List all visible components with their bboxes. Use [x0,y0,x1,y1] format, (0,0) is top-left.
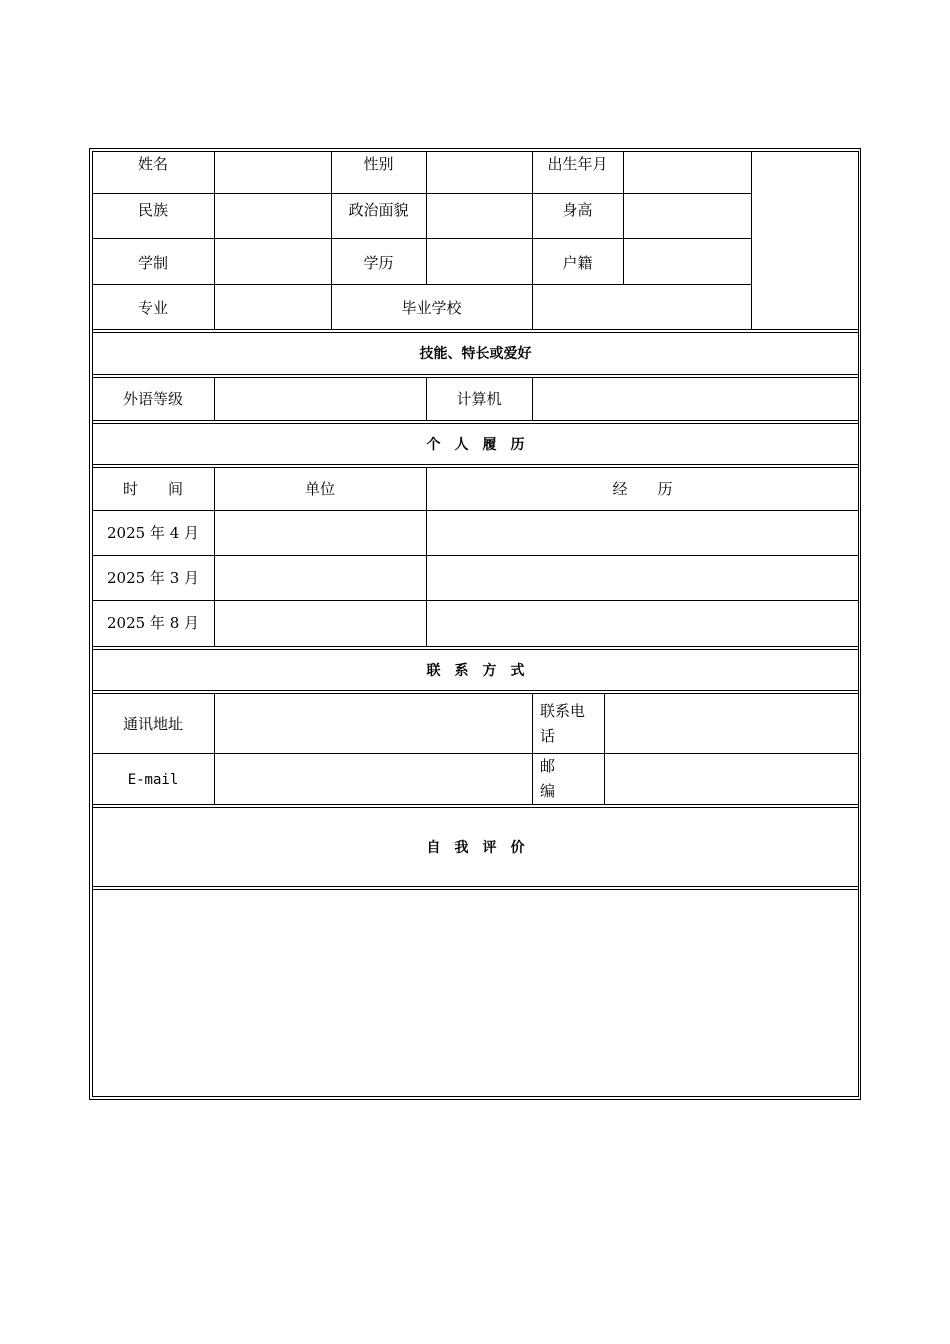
section-double-line [92,649,859,650]
section-double-line [92,807,859,808]
language-level-label: 外语等级 [122,390,183,408]
schooling-label: 学制 [137,254,168,272]
table-row-unit-field[interactable] [215,556,426,600]
phone-label: 联系电话 [540,702,586,745]
gender-label: 性别 [363,155,394,173]
major-label: 专业 [137,299,168,317]
col-line [532,693,533,804]
birth-field[interactable] [624,152,751,193]
email-label: E-mail [127,772,179,788]
section-double-line [92,374,859,375]
computer-label: 计算机 [456,390,502,408]
table-row-time: 2025 年 8 月 [106,614,200,632]
education-field[interactable] [427,239,532,284]
hukou-label: 户籍 [562,254,593,272]
time-column-header: 时 间 [122,480,183,498]
table-row-time: 2025 年 4 月 [106,524,200,542]
section-double-line [92,804,859,805]
section-double-line [92,464,859,465]
section-double-line [92,420,859,421]
schooling-field[interactable] [215,239,331,284]
email-field[interactable] [215,754,532,804]
section-double-line [92,646,859,647]
gender-field[interactable] [427,152,532,193]
height-field[interactable] [624,194,751,238]
school-field[interactable] [533,285,751,329]
name-field[interactable] [215,152,331,193]
table-row-experience-field[interactable] [427,556,858,600]
section-double-line [92,329,859,330]
unit-column-header: 单位 [304,480,335,498]
address-label: 通讯地址 [122,715,183,733]
section-double-line [92,467,859,468]
phone-field[interactable] [605,694,858,753]
ethnicity-label: 民族 [137,201,168,219]
political-label: 政治面貌 [348,201,409,219]
photo-area[interactable] [752,152,858,329]
political-field[interactable] [427,194,532,238]
section-double-line [92,332,859,333]
table-row-unit-field[interactable] [215,601,426,646]
contact-section-title: 联 系 方 式 [426,663,525,679]
table-row-unit-field[interactable] [215,511,426,555]
computer-field[interactable] [533,378,858,420]
section-double-line [92,886,859,887]
school-label: 毕业学校 [401,299,462,317]
table-row-experience-field[interactable] [427,601,858,646]
table-row-time: 2025 年 3 月 [106,569,200,587]
zip-field[interactable] [605,754,858,804]
section-double-line [92,690,859,691]
name-label: 姓名 [137,155,168,173]
ethnicity-field[interactable] [215,194,331,238]
height-label: 身高 [562,201,593,219]
section-double-line [92,423,859,424]
address-field[interactable] [215,694,532,753]
major-field[interactable] [215,285,331,329]
hukou-field[interactable] [624,239,751,284]
language-level-field[interactable] [215,378,426,420]
self-eval-field[interactable] [93,890,858,1096]
self-eval-section-title: 自 我 评 价 [426,840,525,856]
experience-column-header: 经 历 [612,480,673,498]
education-label: 学历 [363,254,394,272]
table-row-experience-field[interactable] [427,511,858,555]
skills-section-title: 技能、特长或爱好 [419,346,532,362]
resume-section-title: 个 人 履 历 [426,437,525,453]
zip-label: 邮编 [540,757,556,800]
birth-label: 出生年月 [547,155,608,173]
